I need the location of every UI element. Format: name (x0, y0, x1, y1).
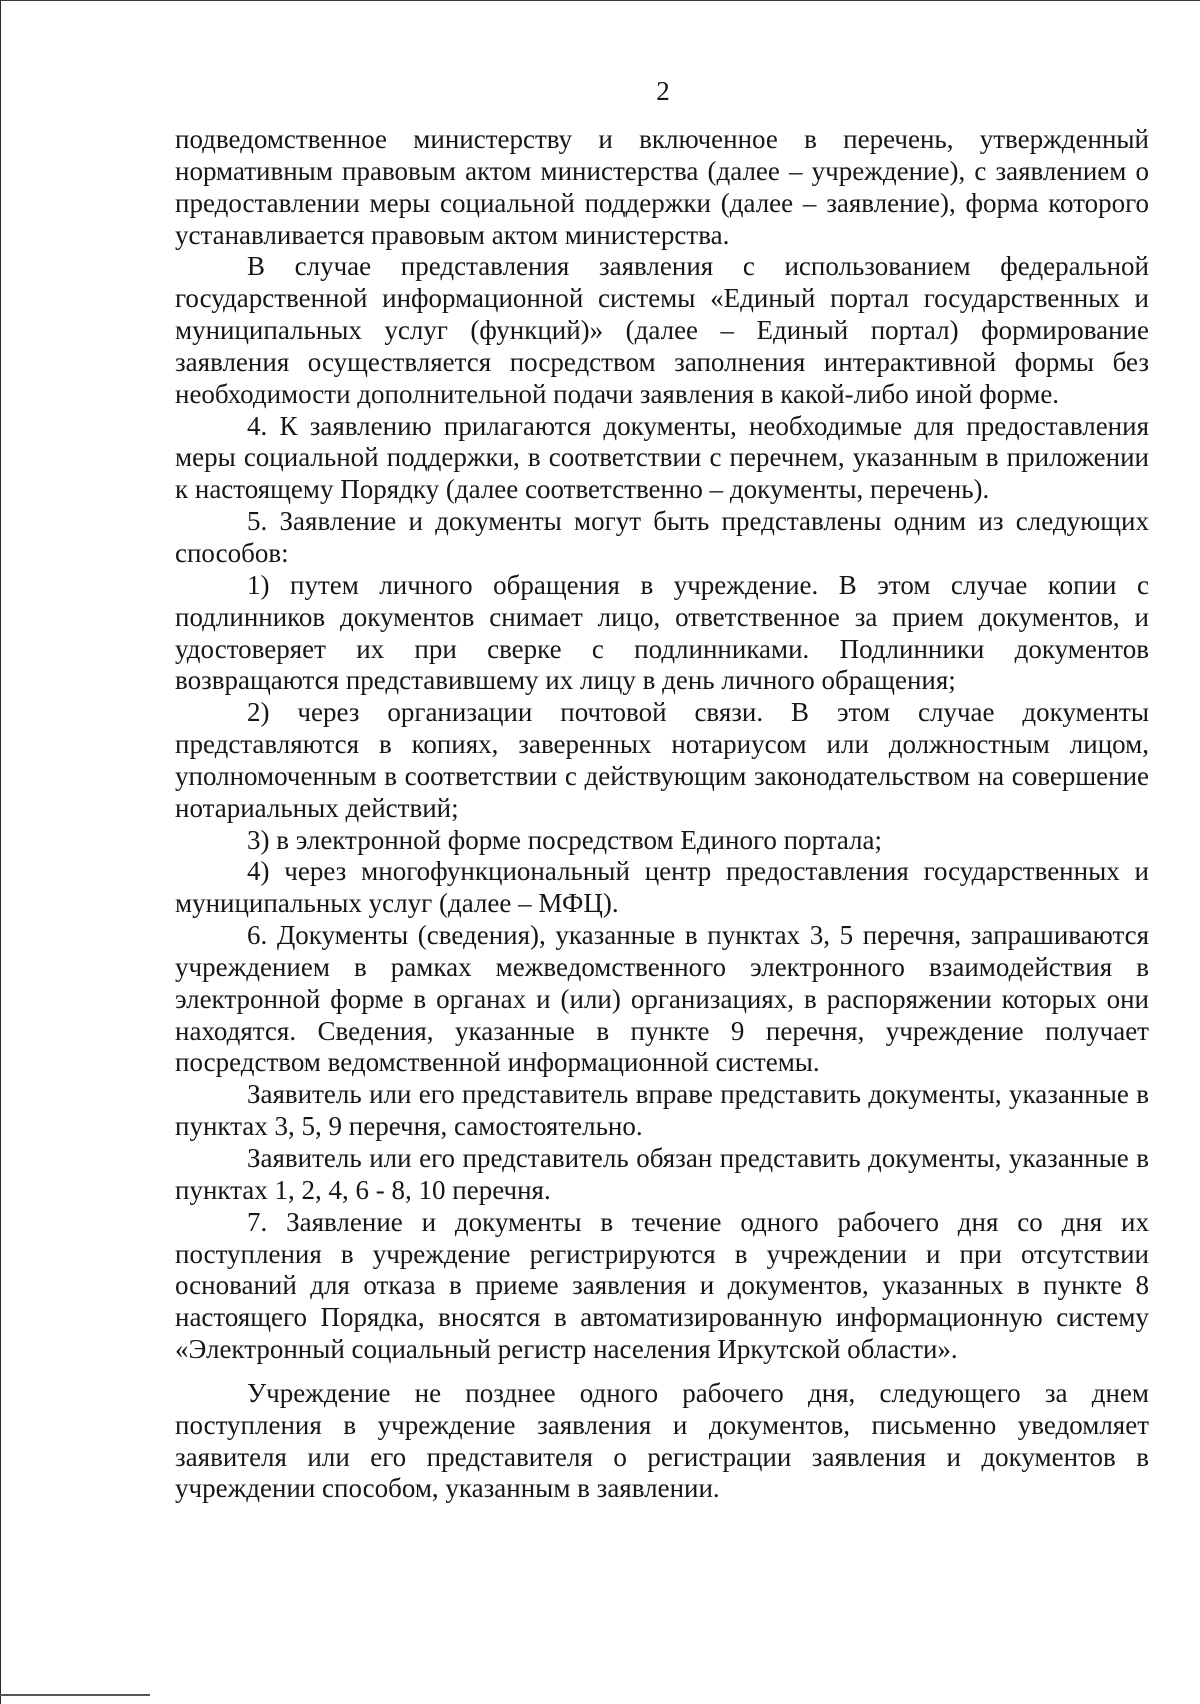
paragraph-applicant-may: Заявитель или его представитель вправе представить документы, указанные в пунктах 3, 5, 9 перечня, самостоятельно. (175, 1079, 1149, 1142)
page-number: 2 (656, 76, 670, 106)
paragraph-continuation: подведомственное министерству и включенное в перечень, утвержденный нормативным правовым актом министерства (далее – учреждение), с заявлением о предоставлении меры социальной поддержки (далее – заявление), форма которого устанавливается правовым актом министерства. (175, 124, 1149, 250)
paragraph-item-7: 7. Заявление и документы в течение одного рабочего дня со дня их поступления в учреждение регистрируются в учреждении и при отсутствии оснований для отказа в приеме заявления и документов, указанных в пункте 8 настоящего Порядка, вносятся в автоматизированную информационную систему «Электронный социальный регистр населения Иркутской области». (175, 1206, 1149, 1365)
paragraph-applicant-must: Заявитель или его представитель обязан представить документы, указанные в пунктах 1, 2, 4, 6 - 8, 10 перечня. (175, 1143, 1149, 1205)
paragraph-item-4: 4. К заявлению прилагаются документы, необходимые для предоставления меры социальной поддержки, в соответствии с перечнем, указанным в приложении к настоящему Порядку (далее соответственно – документы, перечень). (175, 410, 1149, 505)
scan-edge-left (0, 0, 1, 1704)
scan-edge-top (0, 0, 1200, 1)
paragraph-item-5: 5. Заявление и документы могут быть представлены одним из следующих способов: (175, 506, 1149, 568)
paragraph-method-3: 3) в электронной форме посредством Единого портала; (247, 824, 883, 855)
paragraph-method-1: 1) путем личного обращения в учреждение. В этом случае копии с подлинников документов снимает лицо, ответственное за прием документов, и удостоверяет их при сверке с подлинниками. Подлинники документов возвращаются представившему их лицу в день личного обращения; (175, 569, 1149, 696)
paragraph-method-2: 2) через организации почтовой связи. В этом случае документы представляются в копиях, заверенных нотариусом или должностным лицом, уполномоченным в соответствии с действующим законодательством на совершение нотариальных действий; (175, 697, 1149, 823)
paragraph-method-4: 4) через многофункциональный центр предоставления государственных и муниципальных услуг (далее – МФЦ). (175, 856, 1149, 919)
scan-edge-bottom (0, 1694, 150, 1696)
paragraph-notification: Учреждение не позднее одного рабочего дня, следующего за днем поступления в учреждение заявления и документов, письменно уведомляет заявителя или его представителя о регистрации заявления и документов в учреждении способом, указанным в заявлении. (175, 1377, 1149, 1504)
paragraph-item-6: 6. Документы (сведения), указанные в пунктах 3, 5 перечня, запрашиваются учреждением в рамках межведомственного электронного взаимодействия в электронной форме в органах и (или) организациях, в распоряжении которых они находятся. Сведения, указанные в пункте 9 перечня, учреждение получает посредством ведомственной информационной системы. (175, 920, 1149, 1078)
document-body (175, 124, 1149, 1505)
paragraph-single-portal: В случае представления заявления с использованием федеральной государственной информационной системы «Единый портал государственных и муниципальных услуг (функций)» (далее – Единый портал) формирование заявления осуществляется посредством заполнения интерактивной формы без необходимости дополнительной подачи заявления в какой-либо иной форме. (175, 251, 1149, 409)
